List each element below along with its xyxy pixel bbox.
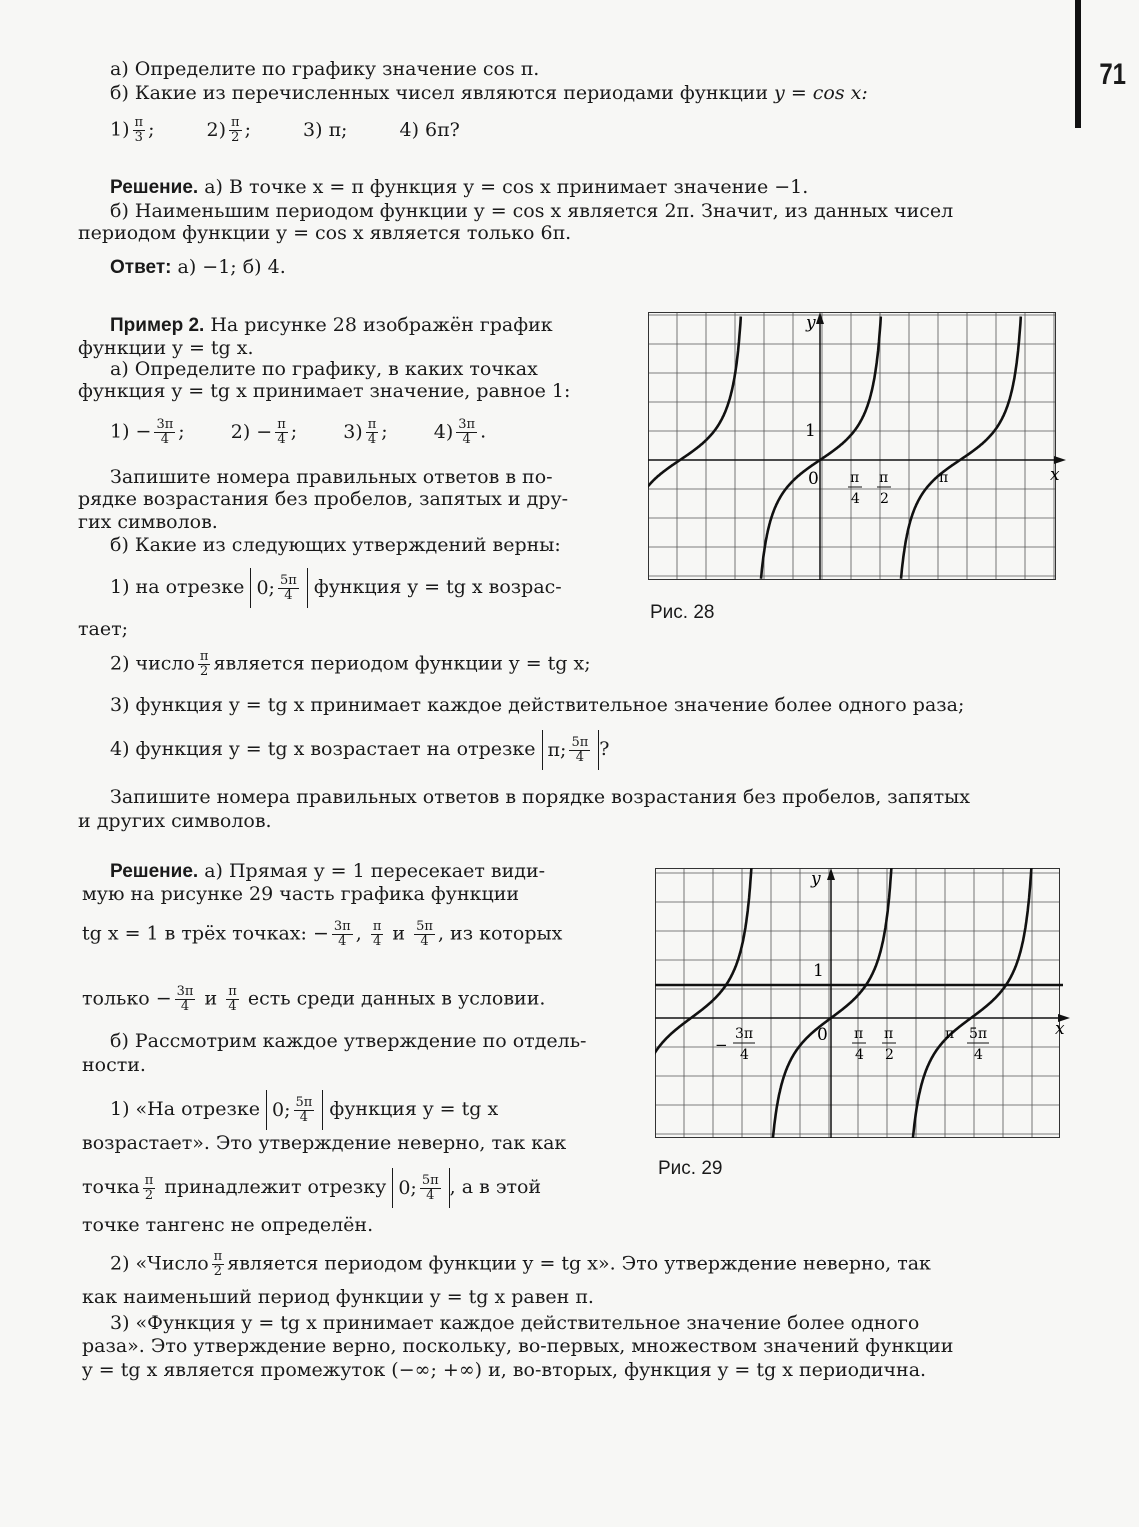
- x-axis-label: x: [1055, 1019, 1065, 1039]
- solution2-a: Решение. а) Прямая y = 1 пересекает види-: [110, 860, 546, 882]
- tangent-branch: [773, 868, 892, 1138]
- solution2-line: 1) «На отрезке 0; 5π 4 функция y = tg x: [110, 1090, 498, 1130]
- grid: [655, 868, 1060, 1138]
- solution2-line: б) Рассмотрим каждое утверждение по отдель-: [110, 1030, 587, 1052]
- figure-28-tangent-graph: [648, 312, 1066, 580]
- tangent-branch: [655, 868, 754, 1138]
- x-tick-pi2-den: 2: [880, 491, 889, 507]
- x-tick-pi4-den: 4: [851, 491, 860, 507]
- x-tick-pi4-den: 4: [855, 1047, 864, 1063]
- tangent-branch: [913, 868, 1032, 1138]
- example2-line: а) Определите по графику, в каких точках: [110, 358, 538, 380]
- statement-1: 1) на отрезке 0; 5π 4 функция y = tg x возрас-: [110, 568, 562, 608]
- example2-line: б) Какие из следующих утверждений верны:: [110, 534, 561, 556]
- solution2-line: 3) «Функция y = tg x принимает каждое действительное значение более одного: [110, 1312, 920, 1334]
- y-axis-label: y: [811, 869, 821, 889]
- example2-line: функции y = tg x.: [78, 337, 254, 359]
- y-tick-1: 1: [805, 421, 816, 441]
- y-axis-arrow: [827, 868, 835, 880]
- grid: [648, 312, 1056, 580]
- example2-options: 1) − $\frac{3\pi}{4}$ ; 2) − $\frac{\pi}{4}$ ; 3) $\frac{\pi}{4}$ ; 4) $\frac{3\pi}{4}$ .: [110, 417, 487, 447]
- tangent-branch: [648, 317, 741, 579]
- figure-29-tangent-graph: [655, 868, 1070, 1138]
- x-tick-m3pi4-minus: −: [715, 1036, 728, 1054]
- example2-line: рядке возрастания без пробелов, запятых и дру-: [78, 488, 569, 510]
- statement-4: 4) функция y = tg x возрастает на отрезке π; 5π 4 ?: [110, 730, 609, 770]
- grid-border: [649, 313, 1056, 580]
- x-tick-pi: π: [939, 470, 949, 486]
- y-axis-arrow: [816, 312, 824, 324]
- x-tick-m3pi4-den: 4: [740, 1047, 749, 1063]
- solution2-line: y = tg x является промежуток (−∞; +∞) и, во-вторых, функция y = tg x периодична.: [82, 1359, 927, 1381]
- solution2-line: раза». Это утверждение верно, поскольку, во-первых, множеством значений функции: [82, 1335, 954, 1357]
- tangent-curves: [655, 868, 1031, 1138]
- solution2-line: точке тангенс не определён.: [82, 1214, 374, 1236]
- solution2-line: как наименьший период функции y = tg x равен π.: [82, 1286, 594, 1308]
- solution2-line: мую на рисунке 29 часть графика функции: [82, 883, 520, 905]
- solution2-line: tg x = 1 в трёх точках: − $\frac{3\pi}{4}$ , $\frac{\pi}{4}$ и $\frac{5\pi}{4}$ , из которых: [82, 919, 563, 949]
- y-tick-1: 1: [813, 961, 824, 981]
- solution-a: Решение. а) В точке x = π функция y = cos x принимает значение −1.: [110, 176, 809, 198]
- x-tick-5pi4-num: 5π: [969, 1026, 988, 1042]
- x-tick-pi2-num: π: [884, 1026, 894, 1042]
- x-tick-pi4-num: π: [850, 470, 860, 486]
- tangent-curves: [648, 317, 1021, 579]
- page-number: 71: [1099, 58, 1127, 91]
- question-a: а) Определите по графику значение cos π.: [110, 58, 540, 80]
- solution-b-line1: б) Наименьшим периодом функции y = cos x является 2π. Значит, из данных чисел: [110, 200, 954, 222]
- tangent-branch: [761, 317, 881, 579]
- question-b: б) Какие из перечисленных чисел являются периодами функции y = cos x:: [110, 82, 868, 104]
- x-tick-5pi4-den: 4: [974, 1047, 983, 1063]
- solution2-line: точка $\frac{\pi}{2}$ принадлежит отрезку 0; 5π 4 , а в этой: [82, 1168, 541, 1208]
- x-axis-label: x: [1050, 465, 1060, 485]
- example2-line: функция y = tg x принимает значение, равное 1:: [78, 380, 571, 402]
- solution2-line: возрастает». Это утверждение неверно, так как: [82, 1132, 567, 1154]
- solution2-line: 2) «Число $\frac{\pi}{2}$ является периодом функции y = tg x». Это утверждение неверно, так: [110, 1249, 931, 1279]
- x-tick-pi2-den: 2: [885, 1047, 894, 1063]
- statement-3: 3) функция y = tg x принимает каждое действительное значение более одного раза;: [110, 694, 965, 716]
- example2-title: Пример 2. На рисунке 28 изображён график: [110, 314, 553, 336]
- origin-label: 0: [817, 1025, 828, 1045]
- solution2-line: только − $\frac{3\pi}{4}$ и $\frac{\pi}{4}$ есть среди данных в условии.: [82, 984, 546, 1014]
- options-row: 1) $\frac{\pi}{3}$ ; 2) $\frac{\pi}{2}$ ; 3) π; 4) 6π?: [110, 115, 460, 145]
- x-tick-pi4-num: π: [854, 1026, 864, 1042]
- example2-line: Запишите номера правильных ответов в по-: [110, 466, 553, 488]
- statement-1-cont: тает;: [78, 618, 128, 640]
- figure-29-caption: Рис. 29: [658, 1158, 723, 1179]
- example2-line: гих символов.: [78, 511, 218, 533]
- statement-2: 2) число $\frac{\pi}{2}$ является периодом функции y = tg x;: [110, 649, 591, 679]
- grid-border: [656, 869, 1060, 1138]
- example2-instr: Запишите номера правильных ответов в порядке возрастания без пробелов, запятых: [110, 786, 970, 808]
- y-axis-label: y: [806, 313, 816, 333]
- origin-label: 0: [808, 469, 819, 489]
- tangent-branch: [901, 317, 1021, 579]
- x-tick-m3pi4-num: 3π: [735, 1026, 754, 1042]
- x-tick-pi: π: [945, 1026, 955, 1042]
- figure-28-caption: Рис. 28: [650, 602, 715, 623]
- x-tick-pi2-num: π: [879, 470, 889, 486]
- solution-b-line2: периодом функции y = cos x является только 6π.: [78, 222, 572, 244]
- solution2-line: ности.: [82, 1054, 146, 1076]
- answer: Ответ: а) −1; б) 4.: [110, 256, 286, 278]
- example2-instr: и других символов.: [78, 810, 272, 832]
- page-edge-bar: [1075, 0, 1081, 128]
- x-axis-arrow: [1054, 456, 1066, 464]
